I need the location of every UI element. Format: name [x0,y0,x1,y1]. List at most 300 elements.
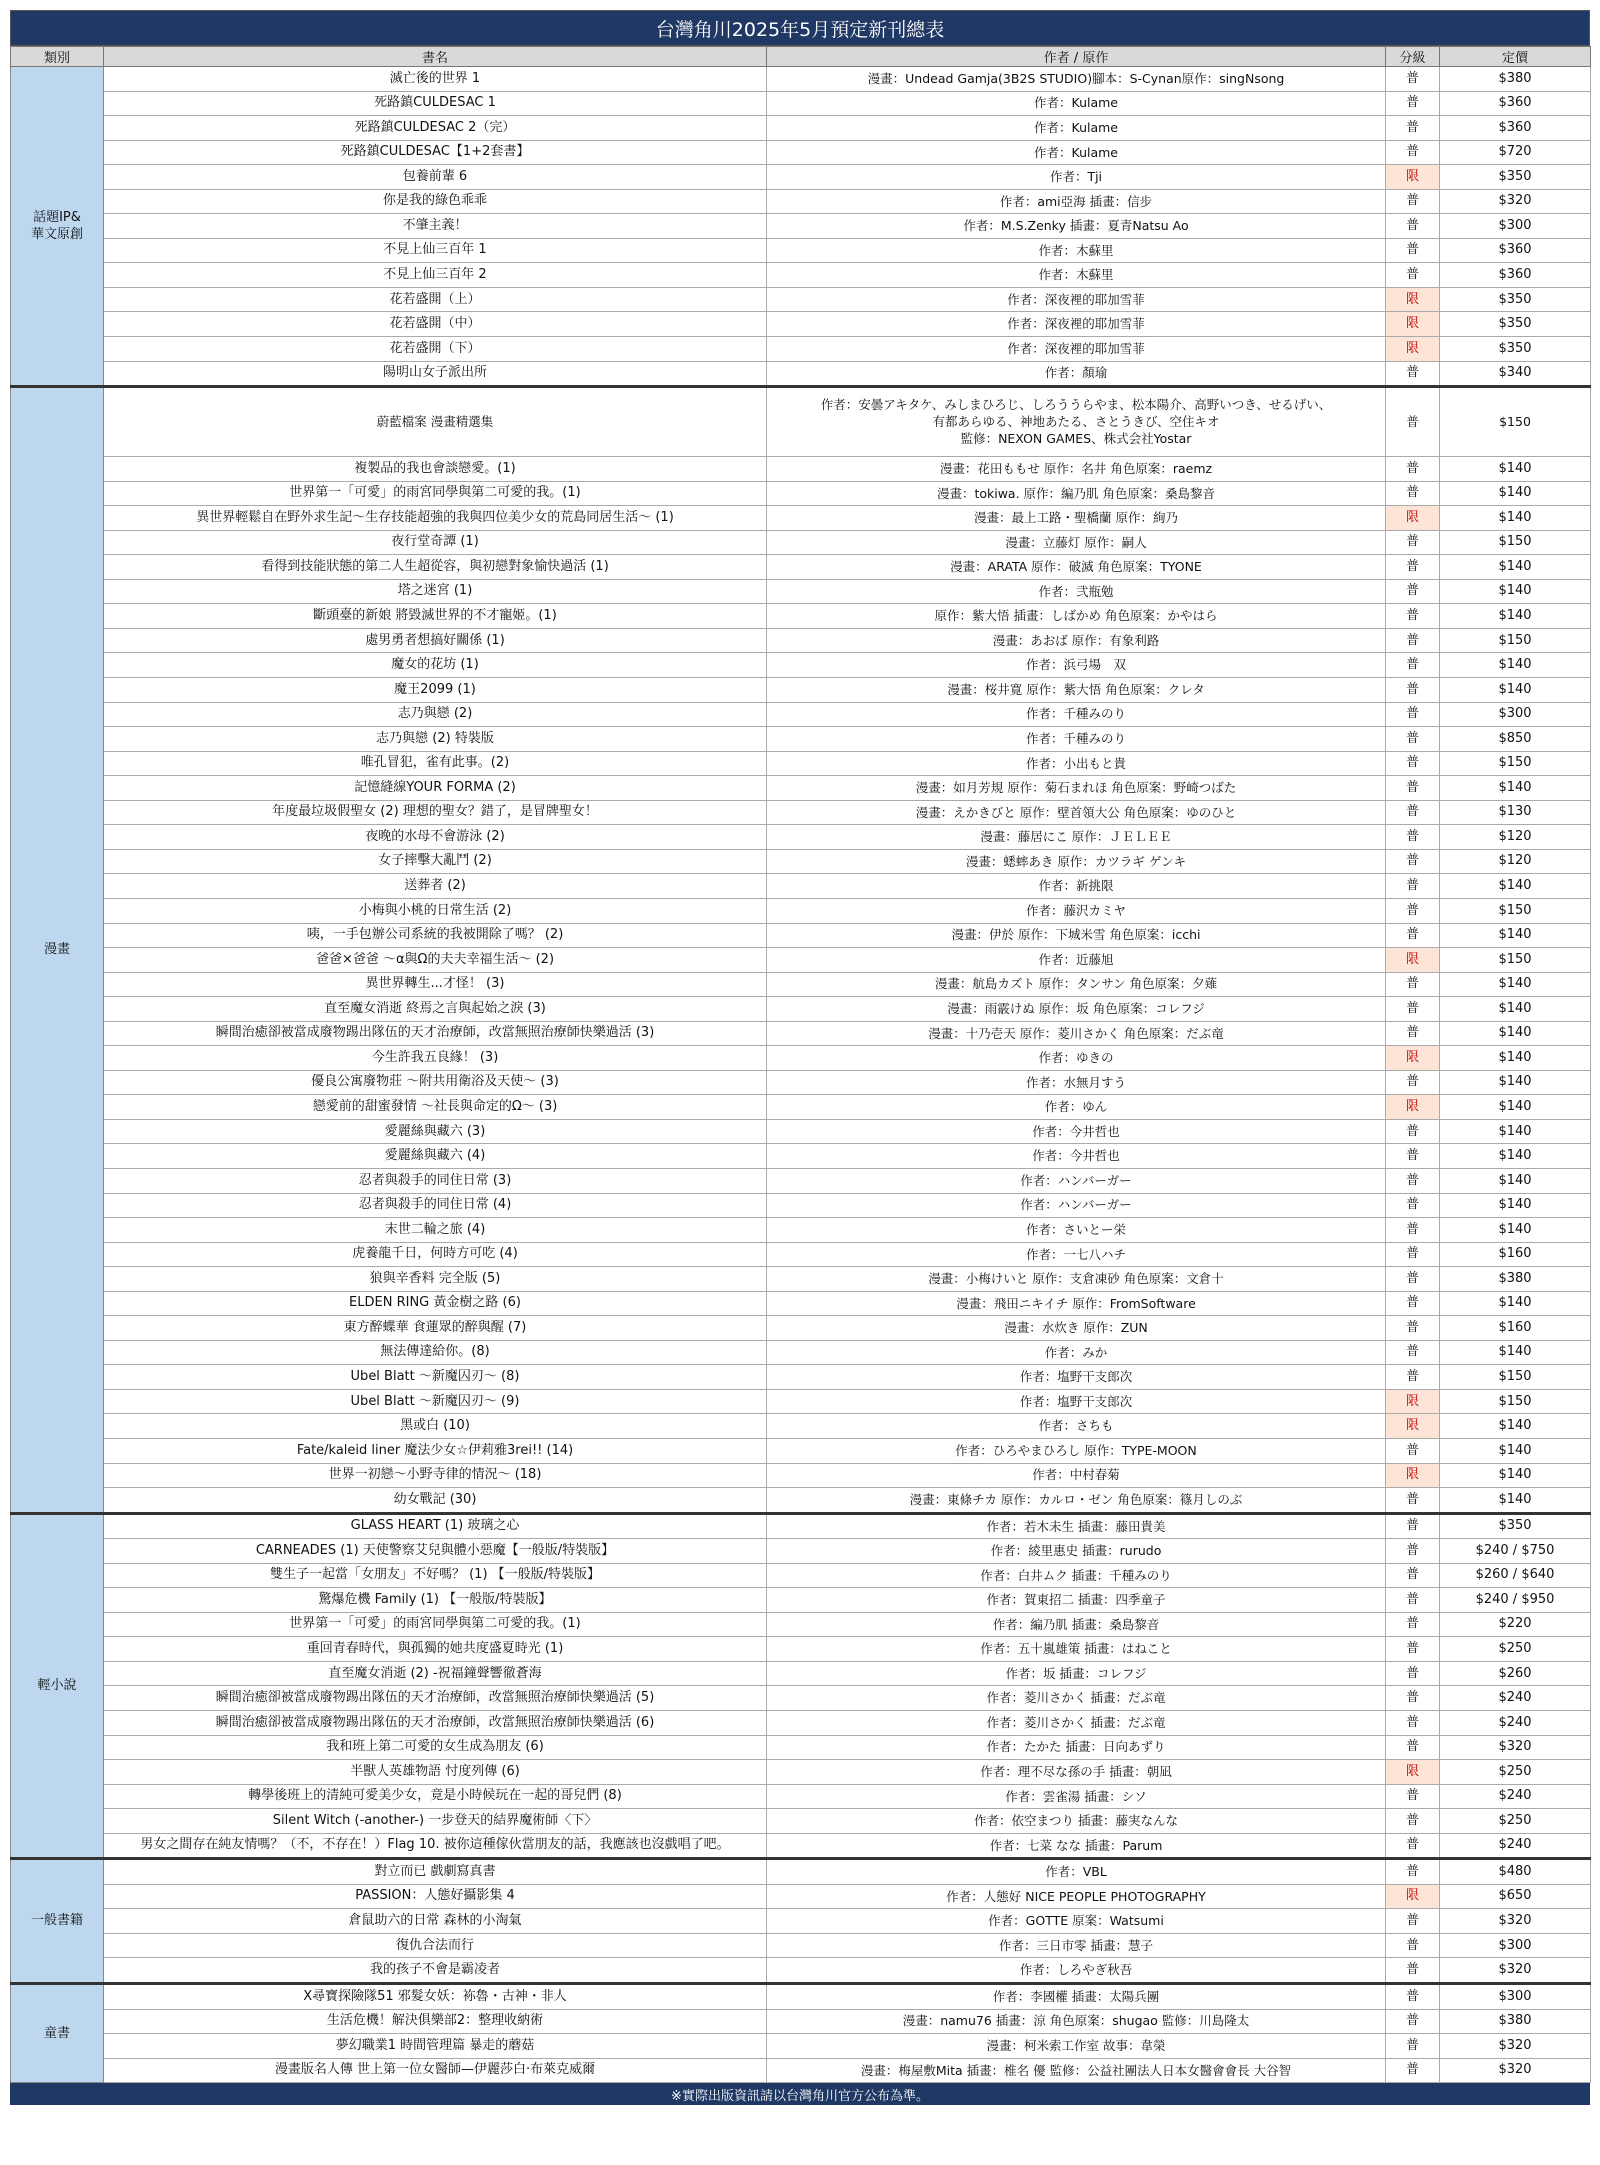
book-title-cell: 今生許我五良緣！ (3) [104,1046,767,1071]
author-cell: 漫畫：tokiwa. 原作：編乃肌 角色原案：桑島黎音 [767,481,1386,506]
rating-cell: 普 [1386,800,1440,825]
price-cell: $140 [1440,506,1591,531]
price-cell: $140 [1440,1168,1591,1193]
author-cell: 漫畫：えかきびと 原作：壁首領大公 角色原案：ゆのひと [767,800,1386,825]
rating-cell: 普 [1386,751,1440,776]
book-title-cell: 戀愛前的甜蜜發情 ～社長與命定的Ω～ (3) [104,1095,767,1120]
rating-cell: 普 [1386,1021,1440,1046]
table-row [11,1513,1591,1539]
rating-cell: 普 [1386,116,1440,141]
table-row [11,1686,1591,1711]
price-cell: $140 [1440,972,1591,997]
rating-cell: 普 [1386,1833,1440,1859]
rating-cell: 限 [1386,1414,1440,1439]
table-row [11,287,1591,312]
rating-cell: 普 [1386,457,1440,482]
book-title-cell: 花若盛開（上） [104,287,767,312]
rating-cell: 普 [1386,238,1440,263]
rating-cell: 普 [1386,1340,1440,1365]
table-row [11,140,1591,165]
sheet-title: 台灣角川2025年5月預定新刊總表 [10,10,1590,46]
rating-cell: 普 [1386,1291,1440,1316]
price-cell: $260 / $640 [1440,1563,1591,1588]
book-title-cell: 末世二輪之旅 (4) [104,1218,767,1243]
author-cell: 漫畫：立藤灯 原作：嗣人 [767,530,1386,555]
rating-cell: 普 [1386,67,1440,92]
rating-cell: 限 [1386,165,1440,190]
rating-cell: 普 [1386,1809,1440,1834]
table-row [11,337,1591,362]
rating-cell: 普 [1386,1513,1440,1539]
price-cell: $650 [1440,1884,1591,1909]
table-row [11,2034,1591,2059]
book-title-cell: 看得到技能狀態的第二人生超從容，與初戀對象愉快過活 (1) [104,555,767,580]
author-cell: 作者：三日市零 插畫：慧子 [767,1933,1386,1958]
rating-cell: 普 [1386,1612,1440,1637]
book-title-cell: 死路鎮CULDESAC【1+2套書】 [104,140,767,165]
table-body [11,67,1591,2083]
book-title-cell: 瞬間治癒卻被當成廢物踢出隊伍的天才治療師，改當無照治療師快樂過活 (3) [104,1021,767,1046]
price-cell: $140 [1440,923,1591,948]
author-cell: 作者：理不尽な孫の手 插畫：朝凪 [767,1760,1386,1785]
table-row [11,1119,1591,1144]
book-title-cell: Ubel Blatt ～新魔囚刃～ (9) [104,1389,767,1414]
table-row [11,1365,1591,1390]
rating-cell: 普 [1386,972,1440,997]
price-cell: $140 [1440,1463,1591,1488]
author-cell: 漫畫：飛田ニキイチ 原作：FromSoftware [767,1291,1386,1316]
rating-cell: 普 [1386,604,1440,629]
header-book: 書名 [104,47,767,67]
rating-cell: 普 [1386,849,1440,874]
author-cell: 作者：七菜 なな 插畫：Parum [767,1833,1386,1859]
book-title-cell: 年度最垃圾假聖女 (2) 理想的聖女？錯了，是冒牌聖女！ [104,800,767,825]
book-title-cell: 夜行堂奇譚 (1) [104,530,767,555]
author-cell: 漫畫：如月芳規 原作：菊石まれほ 角色原案：野崎つばた [767,776,1386,801]
table-row [11,800,1591,825]
table-row [11,165,1591,190]
book-title-cell: 爸爸×爸爸 ～α與Ω的夫夫幸福生活～ (2) [104,948,767,973]
price-cell: $140 [1440,1119,1591,1144]
price-cell: $140 [1440,1488,1591,1514]
book-title-cell: 生活危機！解決俱樂部2：整理收納術 [104,2009,767,2034]
table-row [11,849,1591,874]
rating-cell: 普 [1386,1218,1440,1243]
price-cell: $350 [1440,165,1591,190]
book-title-cell: 對立而已 戲劇寫真書 [104,1859,767,1885]
price-cell: $140 [1440,579,1591,604]
rating-cell: 限 [1386,506,1440,531]
table-row [11,189,1591,214]
table-row [11,1661,1591,1686]
table-row [11,604,1591,629]
book-title-cell: 我和班上第二可愛的女生成為朋友 (6) [104,1735,767,1760]
book-title-cell: 花若盛開（中） [104,312,767,337]
book-title-cell: 包養前輩 6 [104,165,767,190]
book-title-cell: 死路鎮CULDESAC 2（完） [104,116,767,141]
price-cell: $150 [1440,387,1591,457]
price-cell: $480 [1440,1859,1591,1885]
author-cell: 漫畫：航島カズト 原作：タンサン 角色原案：夕薙 [767,972,1386,997]
author-cell: 作者：さちも [767,1414,1386,1439]
table-row [11,997,1591,1022]
book-title-cell: CARNEADES (1) 天使警察艾兒與體小惡魔【一般版/特裝版】 [104,1539,767,1564]
book-title-cell: 我的孩子不會是霸凌者 [104,1958,767,1984]
book-title-cell: 瞬間治癒卻被當成廢物踢出隊伍的天才治療師，改當無照治療師快樂過活 (5) [104,1686,767,1711]
rating-cell: 普 [1386,702,1440,727]
price-cell: $150 [1440,628,1591,653]
rating-cell: 普 [1386,1958,1440,1984]
author-cell: 漫畫：藤居にこ 原作：ＪＥＬＥＥ [767,825,1386,850]
price-cell: $140 [1440,653,1591,678]
rating-cell: 普 [1386,2009,1440,2034]
rating-cell: 普 [1386,1563,1440,1588]
table-row [11,628,1591,653]
author-cell: 作者：藤沢カミヤ [767,898,1386,923]
author-cell: 作者：ゆきの [767,1046,1386,1071]
table-row [11,214,1591,239]
author-cell: 作者：白井ムク 插畫：千種みのり [767,1563,1386,1588]
price-cell: $140 [1440,1438,1591,1463]
author-cell: 作者：千種みのり [767,702,1386,727]
table-row [11,481,1591,506]
price-cell: $140 [1440,1340,1591,1365]
table-row [11,727,1591,752]
author-cell: 作者：綾里惠史 插畫：rurudo [767,1539,1386,1564]
table-row [11,1168,1591,1193]
book-title-cell: 複製品的我也會談戀愛。(1) [104,457,767,482]
table-row [11,116,1591,141]
author-cell: 作者：ハンバーガー [767,1193,1386,1218]
table-row [11,530,1591,555]
price-cell: $150 [1440,751,1591,776]
rating-cell: 限 [1386,1389,1440,1414]
price-cell: $250 [1440,1809,1591,1834]
book-title-cell: GLASS HEART (1) 玻璃之心 [104,1513,767,1539]
rating-cell: 限 [1386,1760,1440,1785]
book-title-cell: 斷頭臺的新娘 將毀滅世界的不才寵姬。(1) [104,604,767,629]
rating-cell: 普 [1386,387,1440,457]
rating-cell: 普 [1386,555,1440,580]
book-title-cell: 倉鼠助六的日常 森林的小淘氣 [104,1909,767,1934]
rating-cell: 普 [1386,825,1440,850]
author-cell: 作者：ハンバーガー [767,1168,1386,1193]
price-cell: $120 [1440,849,1591,874]
rating-cell: 普 [1386,1267,1440,1292]
book-title-cell: 女子摔擊大亂鬥 (2) [104,849,767,874]
table-row [11,1218,1591,1243]
price-cell: $360 [1440,116,1591,141]
rating-cell: 普 [1386,1438,1440,1463]
price-cell: $240 / $750 [1440,1539,1591,1564]
author-cell: 作者：M.S.Zenky 插畫：夏青Natsu Ao [767,214,1386,239]
header-author: 作者 / 原作 [767,47,1386,67]
table-row [11,2009,1591,2034]
rating-cell: 限 [1386,948,1440,973]
price-cell: $250 [1440,1760,1591,1785]
rating-cell: 普 [1386,2058,1440,2083]
rating-cell: 普 [1386,1859,1440,1885]
table-row [11,1588,1591,1613]
rating-cell: 普 [1386,874,1440,899]
author-cell: 漫畫：ARATA 原作：破滅 角色原案：TYONE [767,555,1386,580]
price-cell: $140 [1440,1021,1591,1046]
author-cell: 作者：雲雀湯 插畫：シソ [767,1784,1386,1809]
book-title-cell: 幼女戰記 (30) [104,1488,767,1514]
table-row [11,1414,1591,1439]
author-cell: 作者：顏瑜 [767,361,1386,387]
rating-cell: 普 [1386,628,1440,653]
book-title-cell: 志乃與戀 (2) 特裝版 [104,727,767,752]
rating-cell: 普 [1386,1637,1440,1662]
price-cell: $240 [1440,1784,1591,1809]
table-row [11,91,1591,116]
book-title-cell: 復仇合法而行 [104,1933,767,1958]
table-row [11,263,1591,288]
table-row [11,1933,1591,1958]
author-cell: 作者：五十嵐雄策 插畫：はねこと [767,1637,1386,1662]
table-row [11,1563,1591,1588]
price-cell: $150 [1440,898,1591,923]
price-cell: $140 [1440,1193,1591,1218]
book-title-cell: 優良公寓廢物莊 ～附共用衛浴及天使～ (3) [104,1070,767,1095]
rating-cell: 普 [1386,727,1440,752]
book-title-cell: 驚爆危機 Family (1) 【一般版/特裝版】 [104,1588,767,1613]
book-title-cell: 男女之間存在純友情嗎？（不，不存在！）Flag 10. 被你這種傢伙當朋友的話，我應該也沒戲唱了吧。 [104,1833,767,1859]
category-cell: 話題IP& 華文原創 [11,67,104,387]
price-cell: $240 [1440,1711,1591,1736]
table-row [11,579,1591,604]
table-row [11,678,1591,703]
table-row [11,751,1591,776]
rating-cell: 限 [1386,1046,1440,1071]
book-title-cell: 夜晚的水母不會游泳 (2) [104,825,767,850]
book-title-cell: 塔之迷宮 (1) [104,579,767,604]
book-title-cell: 魔王2099 (1) [104,678,767,703]
author-cell: 作者：依空まつり 插畫：藤実なんな [767,1809,1386,1834]
author-cell: 作者：さいとー栄 [767,1218,1386,1243]
table-row [11,1958,1591,1984]
book-title-cell: 狼與辛香料 完全版 (5) [104,1267,767,1292]
author-cell: 漫畫：namu76 插畫：涼 角色原案：shugao 監修：川島隆太 [767,2009,1386,2034]
price-cell: $250 [1440,1637,1591,1662]
author-cell: 作者：一七八ハチ [767,1242,1386,1267]
book-title-cell: 異世界輕鬆自在野外求生記～生存技能超強的我與四位美少女的荒島同居生活～ (1) [104,506,767,531]
category-cell: 一般書籍 [11,1859,104,1984]
book-title-cell: X尋寶探險隊51 邪髮女妖：袮魯・古神・非人 [104,1984,767,2010]
table-row [11,1070,1591,1095]
book-title-cell: Silent Witch (-another-) 一步登天的結界魔術師〈下〉 [104,1809,767,1834]
table-row [11,506,1591,531]
author-cell: 作者：千種みのり [767,727,1386,752]
rating-cell: 普 [1386,1365,1440,1390]
book-title-cell: 忍者與殺手的同住日常 (4) [104,1193,767,1218]
author-cell: 作者：李國權 插畫：太陽兵團 [767,1984,1386,2010]
price-cell: $320 [1440,2058,1591,2083]
author-cell: 漫畫：小梅けいと 原作：支倉凍砂 角色原案：文倉十 [767,1267,1386,1292]
book-title-cell: 不見上仙三百年 1 [104,238,767,263]
book-title-cell: 黑或白 (10) [104,1414,767,1439]
rating-cell: 普 [1386,1119,1440,1144]
table-row [11,1760,1591,1785]
table-row [11,874,1591,899]
price-cell: $220 [1440,1612,1591,1637]
author-cell: 作者：木蘇里 [767,263,1386,288]
rating-cell: 普 [1386,1984,1440,2010]
price-cell: $140 [1440,1291,1591,1316]
price-cell: $140 [1440,1218,1591,1243]
table-row [11,1046,1591,1071]
rating-cell: 普 [1386,653,1440,678]
author-cell: 作者：深夜裡的耶加雪菲 [767,337,1386,362]
author-cell: 作者：浜弓場 双 [767,653,1386,678]
price-cell: $240 [1440,1686,1591,1711]
author-cell: 漫畫：伊於 原作：下城米雪 角色原案：icchi [767,923,1386,948]
rating-cell: 普 [1386,997,1440,1022]
rating-cell: 普 [1386,898,1440,923]
table-row [11,825,1591,850]
book-title-cell: 你是我的綠色乖乖 [104,189,767,214]
price-cell: $350 [1440,287,1591,312]
rating-cell: 普 [1386,1316,1440,1341]
book-title-cell: 瞬間治癒卻被當成廢物踢出隊伍的天才治療師，改當無照治療師快樂過活 (6) [104,1711,767,1736]
table-row [11,1291,1591,1316]
price-cell: $140 [1440,1095,1591,1120]
rating-cell: 普 [1386,263,1440,288]
rating-cell: 普 [1386,1784,1440,1809]
author-cell: 作者：ami亞海 插畫：信步 [767,189,1386,214]
rating-cell: 限 [1386,1095,1440,1120]
author-cell: 作者：菱川さかく 插畫：だぶ竜 [767,1711,1386,1736]
price-cell: $140 [1440,555,1591,580]
author-cell: 作者：水無月すう [767,1070,1386,1095]
price-cell: $120 [1440,825,1591,850]
price-cell: $320 [1440,2034,1591,2059]
author-cell: 作者：今井哲也 [767,1119,1386,1144]
author-cell: 作者：VBL [767,1859,1386,1885]
table-row [11,1316,1591,1341]
author-cell: 作者：今井哲也 [767,1144,1386,1169]
book-title-cell: 花若盛開（下） [104,337,767,362]
price-cell: $850 [1440,727,1591,752]
book-title-cell: 漫畫版名人傳 世上第一位女醫師—伊麗莎白·布萊克威爾 [104,2058,767,2083]
book-title-cell: 不見上仙三百年 2 [104,263,767,288]
author-cell: 漫畫：Undead Gamja(3B2S STUDIO)腳本：S-Cynan原作：singNsong [767,67,1386,92]
rating-cell: 限 [1386,1463,1440,1488]
price-cell: $140 [1440,874,1591,899]
price-cell: $130 [1440,800,1591,825]
author-cell: 作者：Tji [767,165,1386,190]
price-cell: $720 [1440,140,1591,165]
header-row [11,47,1591,67]
author-cell: 作者：編乃肌 插畫：桑島黎音 [767,1612,1386,1637]
price-cell: $380 [1440,1267,1591,1292]
table-row [11,1909,1591,1934]
price-cell: $320 [1440,1958,1591,1984]
rating-cell: 普 [1386,1735,1440,1760]
table-row [11,1389,1591,1414]
price-cell: $150 [1440,1389,1591,1414]
rating-cell: 普 [1386,1539,1440,1564]
book-title-cell: 虎養龍千日，何時方可吃 (4) [104,1242,767,1267]
price-table [10,46,1591,2083]
table-row [11,1144,1591,1169]
book-title-cell: 直至魔女消逝 終焉之言與起始之淚 (3) [104,997,767,1022]
book-title-cell: 志乃與戀 (2) [104,702,767,727]
author-cell: 作者：新挑限 [767,874,1386,899]
rating-cell: 普 [1386,214,1440,239]
author-cell: 作者：Kulame [767,140,1386,165]
price-cell: $150 [1440,530,1591,555]
price-cell: $150 [1440,948,1591,973]
table-row [11,1488,1591,1514]
rating-cell: 普 [1386,189,1440,214]
book-title-cell: 無法傳達給你。(8) [104,1340,767,1365]
rating-cell: 普 [1386,140,1440,165]
rating-cell: 普 [1386,1588,1440,1613]
author-cell: 作者：弐瓶勉 [767,579,1386,604]
book-title-cell: 愛麗絲與藏六 (4) [104,1144,767,1169]
author-cell: 作者：深夜裡的耶加雪菲 [767,312,1386,337]
footer-note: ※實際出版資訊請以台灣角川官方公布為準。 [10,2083,1590,2105]
book-title-cell: 不肇主義！ [104,214,767,239]
author-cell: 漫畫：花田ももせ 原作：名井 角色原案：raemz [767,457,1386,482]
price-cell: $320 [1440,1735,1591,1760]
price-cell: $350 [1440,337,1591,362]
table-row [11,1539,1591,1564]
table-row [11,1612,1591,1637]
book-title-cell: 世界第一「可愛」的雨宮同學與第二可愛的我。(1) [104,1612,767,1637]
rating-cell: 普 [1386,1242,1440,1267]
table-row [11,653,1591,678]
price-cell: $160 [1440,1316,1591,1341]
rating-cell: 普 [1386,481,1440,506]
author-cell: 作者：しろやぎ秋吾 [767,1958,1386,1984]
table-row [11,1809,1591,1834]
table-row [11,1884,1591,1909]
table-row [11,555,1591,580]
author-cell: 漫畫：水炊き 原作：ZUN [767,1316,1386,1341]
book-title-cell: 雙生子一起當「女朋友」不好嗎？ (1) 【一般版/特裝版】 [104,1563,767,1588]
price-cell: $380 [1440,67,1591,92]
price-cell: $140 [1440,678,1591,703]
book-title-cell: 處男勇者想搞好關係 (1) [104,628,767,653]
price-cell: $300 [1440,214,1591,239]
price-cell: $260 [1440,1661,1591,1686]
author-cell: 作者：菱川さかく 插畫：だぶ竜 [767,1686,1386,1711]
rating-cell: 普 [1386,2034,1440,2059]
author-cell: 作者：中村春菊 [767,1463,1386,1488]
book-title-cell: 異世界轉生...才怪！ (3) [104,972,767,997]
price-cell: $140 [1440,1144,1591,1169]
price-list-sheet [10,10,1590,2105]
author-cell: 作者：若木未生 插畫：藤田貴美 [767,1513,1386,1539]
author-cell: 作者：塩野干支郎次 [767,1389,1386,1414]
author-cell: 作者：Kulame [767,91,1386,116]
table-row [11,67,1591,92]
price-cell: $300 [1440,1933,1591,1958]
author-cell: 作者：ひろやまひろし 原作：TYPE-MOON [767,1438,1386,1463]
price-cell: $140 [1440,1070,1591,1095]
table-row [11,923,1591,948]
table-row [11,1984,1591,2010]
rating-cell: 限 [1386,1884,1440,1909]
table-row [11,1242,1591,1267]
rating-cell: 普 [1386,1193,1440,1218]
author-cell: 作者：Kulame [767,116,1386,141]
book-title-cell: 唯孔冒犯，雀有此事。(2) [104,751,767,776]
header-rating: 分級 [1386,47,1440,67]
